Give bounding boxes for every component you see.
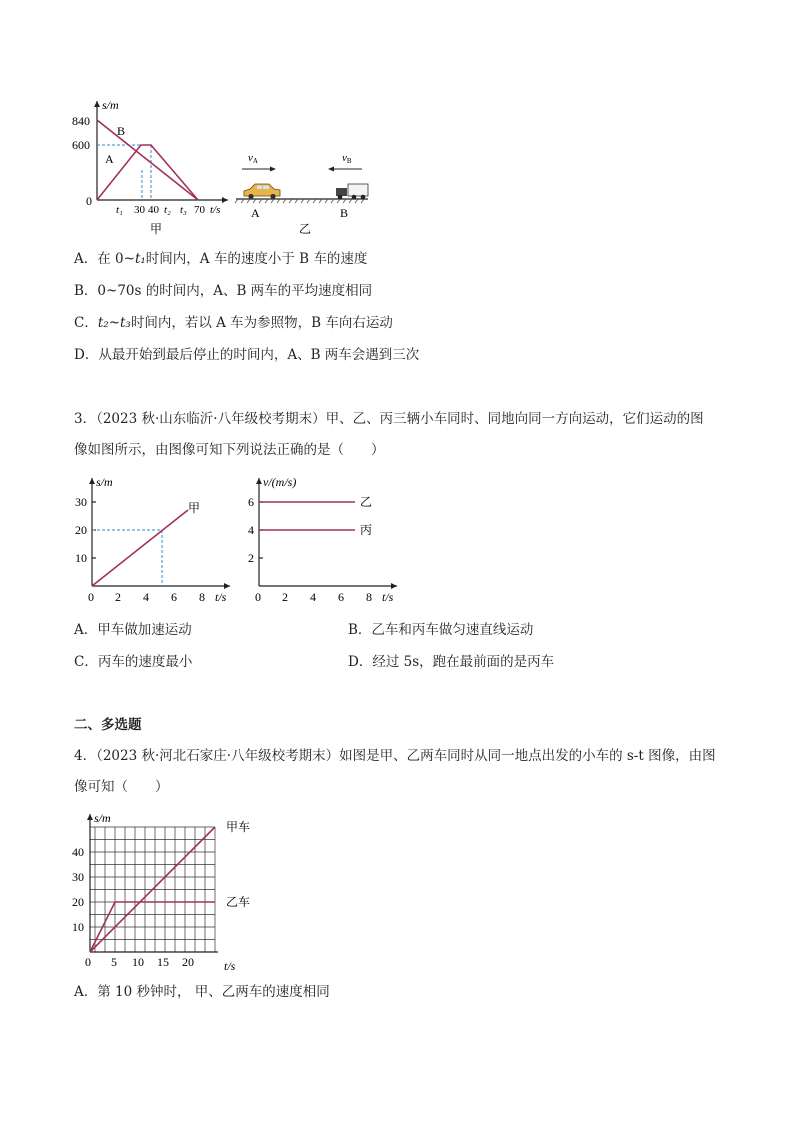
fig4-y-tick: 40 xyxy=(72,845,84,859)
fig3b-x-tick: 4 xyxy=(310,590,316,604)
fig1-x-label: t/s xyxy=(210,204,221,216)
fig3b-x-label: t/s xyxy=(382,590,394,604)
figure-1 xyxy=(70,95,390,240)
fig3a-x-tick: 8 xyxy=(199,590,205,604)
fig3b-series-bing: 丙 xyxy=(360,523,373,537)
fig3b-x-tick: 2 xyxy=(282,590,288,604)
fig3a-line-jia xyxy=(92,510,188,586)
fig3a-y-tick: 30 xyxy=(75,495,87,509)
fig4-y-label: s/m xyxy=(94,811,111,825)
fig4-x-tick: 15 xyxy=(157,955,169,969)
fig1-car-b-label: B xyxy=(340,206,349,220)
fig1-x-tick: 40 xyxy=(148,204,159,216)
fig4-x-tick: 10 xyxy=(132,955,144,969)
fig3b-y-tick: 4 xyxy=(248,523,254,537)
fig3a-x-tick: 0 xyxy=(88,590,94,604)
fig4-y-tick: 30 xyxy=(72,870,84,884)
fig1-y-tick: 0 xyxy=(86,194,92,208)
fig1-car-a xyxy=(244,184,280,199)
fig3a-x-tick: 4 xyxy=(143,590,149,604)
fig4-x-tick: 0 xyxy=(85,955,91,969)
fig1-y-label: s/m xyxy=(102,98,119,112)
q3-stem-line2: 像如图所示，由图像可知下列说法正确的是（ ） xyxy=(74,442,385,458)
fig1-series-b-label: B xyxy=(117,124,126,138)
fig3b-series-yi: 乙 xyxy=(360,495,373,509)
fig4-series-yi: 乙车 xyxy=(226,895,251,909)
fig3a-y-label: s/m xyxy=(96,475,113,489)
fig1-x-tick: t₂ xyxy=(164,204,171,216)
fig1-y-tick: 600 xyxy=(72,138,90,152)
fig3b-x-tick: 8 xyxy=(366,590,372,604)
q2-option-d: D．从最开始到最后停止的时间内，A、B 两车会遇到三次 xyxy=(74,347,420,363)
fig3a-x-tick: 2 xyxy=(115,590,121,604)
fig4-series-jia: 甲车 xyxy=(226,820,251,834)
fig4-x-label: t/s xyxy=(224,959,236,973)
figure-3a xyxy=(70,472,240,612)
fig3a-x-label: t/s xyxy=(215,590,227,604)
fig4-x-tick: 20 xyxy=(182,955,194,969)
fig3b-y-tick: 6 xyxy=(248,495,254,509)
figure-3b xyxy=(240,472,410,612)
q4-stem-line1: 4．（2023 秋·河北石家庄·八年级校考期末）如图是甲、乙两车同时从同一地点出发的小车的 s-t 图像，由图 xyxy=(74,748,716,764)
fig1-va-label: vA xyxy=(248,152,258,165)
fig1-series-a-label: A xyxy=(105,152,114,166)
q4-option-a: A．第 10 秒钟时， 甲、乙两车的速度相同 xyxy=(74,984,330,1000)
fig4-y-tick: 20 xyxy=(72,895,84,909)
q3-option-a: A．甲车做加速运动 xyxy=(74,622,192,638)
q2-option-b: B．0~70s 的时间内，A、B 两车的平均速度相同 xyxy=(74,283,373,299)
fig1-truck-b xyxy=(336,184,368,199)
fig3b-x-tick: 0 xyxy=(255,590,261,604)
q3-option-c: C．丙车的速度最小 xyxy=(74,654,193,670)
fig3a-x-tick: 6 xyxy=(171,590,177,604)
fig4-y-tick: 10 xyxy=(72,920,84,934)
fig1-x-tick: t₁ xyxy=(116,204,123,216)
fig1-caption-right: 乙 xyxy=(299,222,312,236)
fig3b-x-tick: 6 xyxy=(338,590,344,604)
fig3a-y-tick: 10 xyxy=(75,551,87,565)
q3-option-b: B．乙车和丙车做匀速直线运动 xyxy=(348,622,534,638)
fig1-car-a-label: A xyxy=(251,206,260,220)
fig1-vb-label: vB xyxy=(342,152,352,165)
fig1-x-tick: 30 xyxy=(134,204,145,216)
section-heading: 二、多选题 xyxy=(74,717,142,733)
q3-option-d: D．经过 5s，跑在最前面的是丙车 xyxy=(348,654,555,670)
q3-stem-line1: 3．（2023 秋·山东临沂·八年级校考期末）甲、乙、丙三辆小车同时、同地向同一方向运动，它们运动的图 xyxy=(74,411,704,427)
fig1-caption-left: 甲 xyxy=(150,222,163,236)
fig3b-y-tick: 2 xyxy=(248,551,254,565)
q2-option-a: A．在 0~t₁时间内，A 车的速度小于 B 车的速度 xyxy=(74,251,368,267)
q4-stem-line2: 像可知（ ） xyxy=(74,779,169,795)
fig3a-series-label: 甲 xyxy=(188,501,201,515)
fig1-x-tick: 70 xyxy=(194,204,205,216)
q2-option-c: C．t₂~t₃时间内，若以 A 车为参照物，B 车向右运动 xyxy=(74,315,393,331)
fig1-y-tick: 840 xyxy=(72,114,90,128)
fig3b-y-label: v/(m/s) xyxy=(263,475,297,489)
fig3a-y-tick: 20 xyxy=(75,523,87,537)
fig1-x-tick: t₃ xyxy=(180,204,187,216)
figure-4 xyxy=(66,810,266,980)
fig4-x-tick: 5 xyxy=(111,955,117,969)
